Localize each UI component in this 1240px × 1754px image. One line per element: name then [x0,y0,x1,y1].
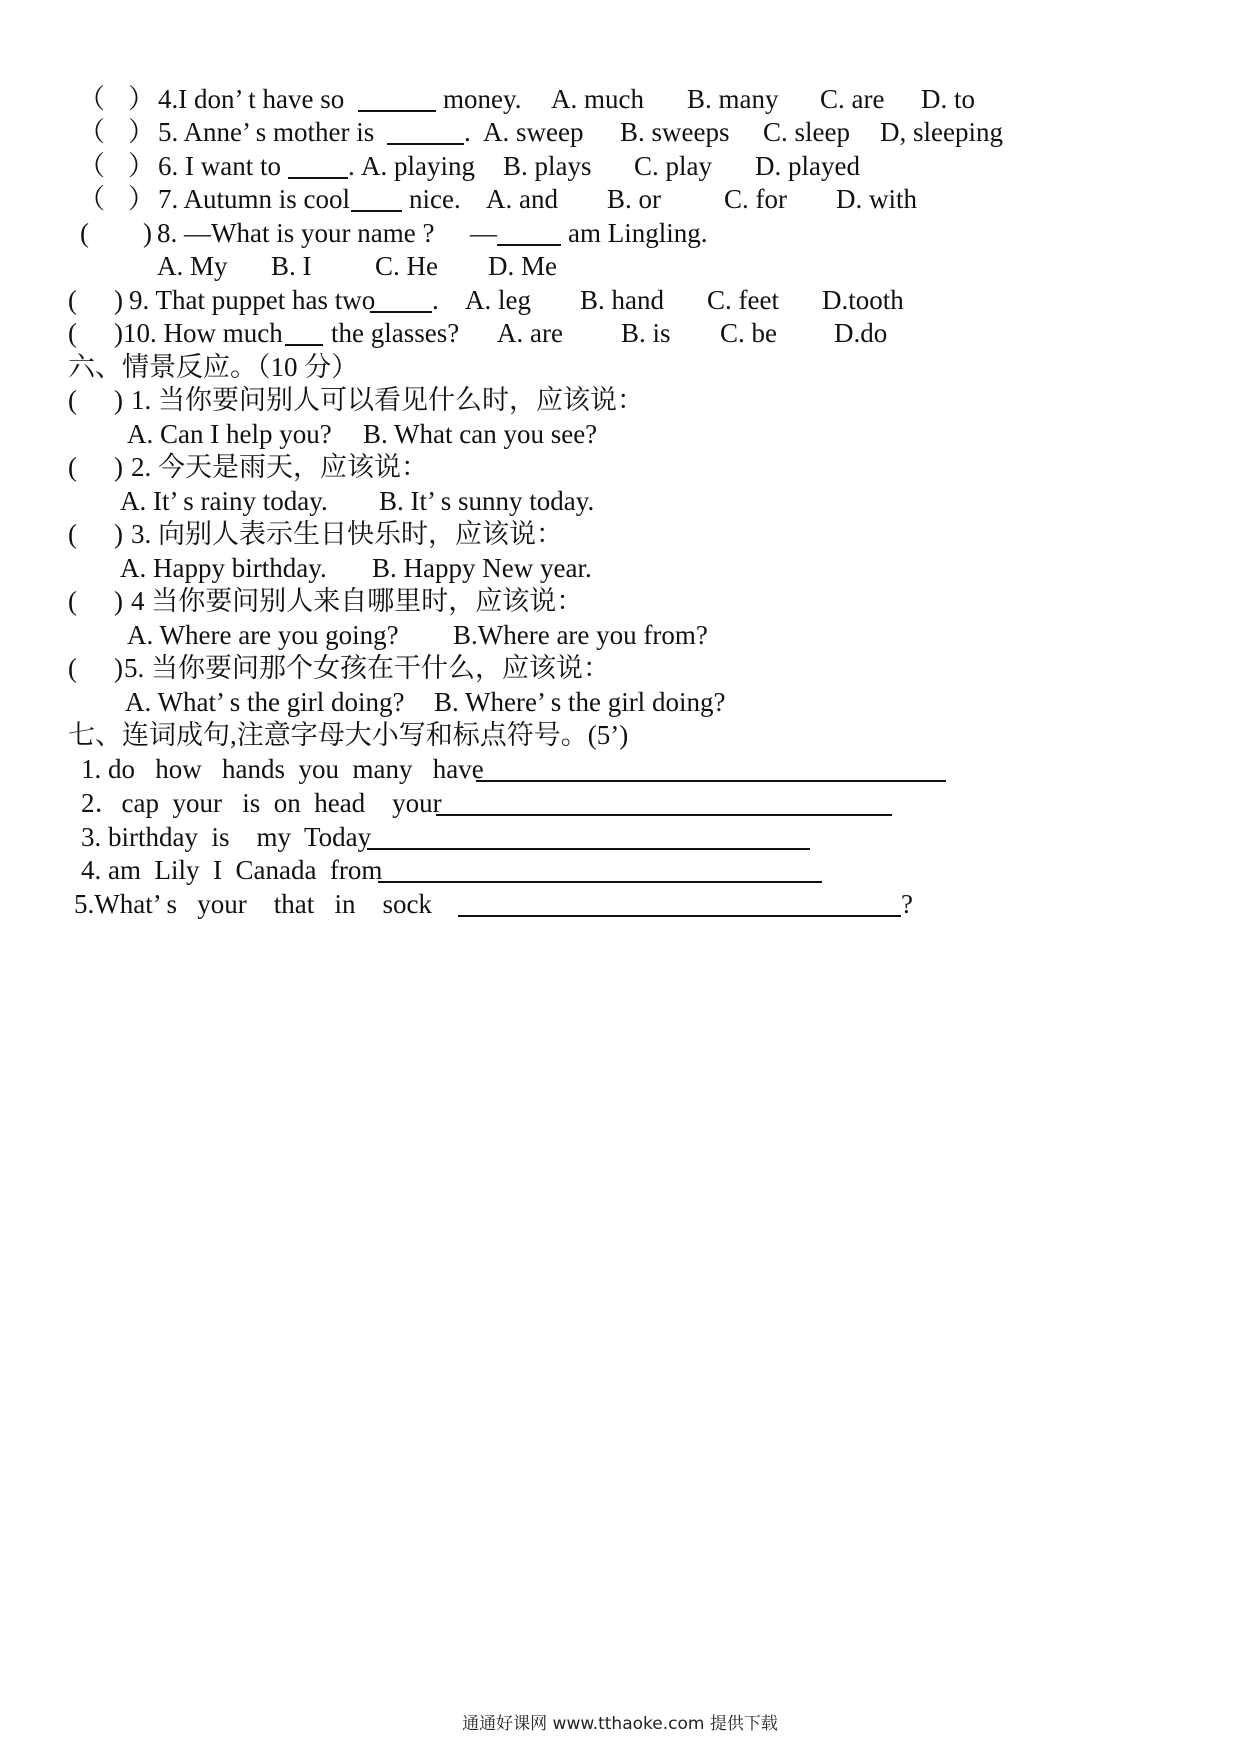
situation-item-1 [0,384,644,416]
option-b: B. Where’ s the girl doing? [434,687,726,717]
answer-paren-close: ) [114,586,123,616]
answer-paren-open: （ [78,151,105,181]
answer-line[interactable] [378,881,822,883]
option-a: A. Can I help you? [127,419,332,449]
option-a: A. Where are you going? [127,620,399,650]
question-8-options [0,250,557,282]
option-a: A. My [157,251,228,281]
option-d: D.do [834,318,888,348]
sentence-item-3 [0,821,372,853]
answer-paren-open: ( [68,318,77,348]
answer-paren-open: ( [68,385,77,415]
answer-blank[interactable] [387,143,464,145]
section-6-title: 六、情景反应。（10 分） [68,352,359,382]
answer-paren-open: ( [80,218,89,248]
situation-prompt: 3. 向别人表示生日快乐时，应该说： [131,519,563,549]
answer-paren-open: ( [68,285,77,315]
question-stem-end: . [432,285,439,315]
answer-paren-open: ( [68,452,77,482]
option-a: A. are [497,318,563,348]
option-a: A. much [551,84,644,114]
footer-source: 通通好课网 www.tthaoke.com 提供下载 [462,1714,778,1734]
word-list: 5.What’ s your that in sock [74,889,432,919]
option-d: D, sleeping [880,117,1003,147]
question-mark: ? [901,889,913,919]
question-stem: 4.I don’ t have so [158,84,345,114]
question-9 [0,284,904,316]
situation-options-4 [0,619,708,651]
answer-blank[interactable] [497,244,561,246]
situation-item-5 [0,652,610,684]
question-stem: 9. That puppet has two [129,285,376,315]
option-b: B. It’ s sunny today. [379,486,595,516]
answer-paren-open: （ [78,117,105,147]
answer-blank[interactable] [351,210,402,212]
sentence-item-5 [0,888,913,920]
situation-item-2 [0,451,428,483]
answer-paren-open: ( [68,519,77,549]
situation-prompt: 2. 今天是雨天，应该说： [131,452,428,482]
question-8 [0,217,708,249]
answer-paren-close: ） [128,184,155,214]
option-a: A. leg [465,285,531,315]
section-7-title: 七、连词成句,注意字母大小写和标点符号。(5’) [68,720,629,750]
situation-prompt: 5. 当你要问那个女孩在干什么，应该说： [124,653,610,683]
answer-paren-open: （ [78,84,105,114]
answer-paren-open: ( [68,653,77,683]
answer-paren-close: ） [128,84,155,114]
answer-paren-close: ） [128,117,155,147]
answer-paren-close: ) [114,285,123,315]
option-c: C. be [720,318,777,348]
answer-paren-close: ) [114,452,123,482]
option-b: B. hand [580,285,664,315]
option-c: C. for [724,184,787,214]
answer-line[interactable] [367,848,810,850]
option-b: B. or [607,184,661,214]
question-7 [0,183,917,215]
answer-blank[interactable] [285,344,323,346]
option-b: B. plays [503,151,592,181]
option-a: A. Happy birthday. [120,553,327,583]
answer-line[interactable] [458,915,901,917]
word-list: 4. am Lily I Canada from [81,855,383,885]
answer-paren-close: ） [128,151,155,181]
option-c: C. are [820,84,885,114]
question-stem-end: . [348,151,355,181]
answer-paren-close: ) [114,385,123,415]
sentence-item-2 [0,787,442,819]
answer-line[interactable] [476,780,946,782]
word-list: 2．cap your is on head your [81,788,442,818]
question-stem-end: money. [443,84,522,114]
situation-options-3 [0,552,592,584]
answer-paren-close: ) [114,653,123,683]
answer-line[interactable] [436,814,892,816]
option-c: C. feet [707,285,779,315]
situation-options-5 [0,686,726,718]
option-b: B. many [687,84,779,114]
answer-blank[interactable] [288,177,348,179]
option-d: D. played [755,151,860,181]
answer-paren-close: ) [114,519,123,549]
situation-item-4 [0,585,584,617]
option-a: A. playing [361,151,475,181]
option-b: B. is [621,318,671,348]
option-a: A. sweep [483,117,584,147]
option-d: D. Me [488,251,557,281]
question-stem: 8. —What is your name ? [157,218,435,248]
option-d: D. with [836,184,917,214]
answer-paren-close: ) [114,318,123,348]
question-stem-end: the glasses? [331,318,460,348]
option-b: B.Where are you from? [453,620,708,650]
question-5 [0,116,1003,148]
situation-prompt: 1. 当你要问别人可以看见什么时，应该说： [131,385,644,415]
word-list: 1. do how hands you many have [81,754,484,784]
situation-options-1 [0,418,598,450]
answer-paren-open: ( [68,586,77,616]
option-a: A. and [486,184,558,214]
answer-paren-close: ) [143,218,152,248]
option-c: C. play [634,151,712,181]
question-stem: 6. I want to [158,151,281,181]
situation-prompt: 4 当你要问别人来自哪里时，应该说： [131,586,584,616]
option-d: D. to [921,84,975,114]
situation-options-2 [0,485,595,517]
option-c: C. He [375,251,438,281]
option-d: D.tooth [822,285,904,315]
question-stem-end: . [464,117,471,147]
option-c: C. sleep [763,117,850,147]
question-stem: 5. Anne’ s mother is [158,117,375,147]
answer-blank[interactable] [370,311,432,313]
sentence-item-4 [0,854,383,886]
option-b: B. What can you see? [363,419,598,449]
answer-blank[interactable] [358,110,436,112]
option-a: A. It’ s rainy today. [120,486,328,516]
question-6 [0,150,860,182]
option-b: B. sweeps [620,117,730,147]
question-4 [0,83,975,115]
option-a: A. What’ s the girl doing? [125,687,405,717]
reply-dash: — [470,218,497,248]
question-10 [0,317,888,349]
question-stem-end: nice. [409,184,461,214]
question-stem: 10. How much [123,318,283,348]
answer-paren-open: （ [78,184,105,214]
sentence-item-1 [0,753,484,785]
option-b: B. Happy New year. [372,553,592,583]
situation-item-3 [0,518,563,550]
option-b: B. I [271,251,312,281]
question-stem-end: am Lingling. [568,218,708,248]
word-list: 3. birthday is my Today [81,822,372,852]
question-stem: 7. Autumn is cool [158,184,351,214]
